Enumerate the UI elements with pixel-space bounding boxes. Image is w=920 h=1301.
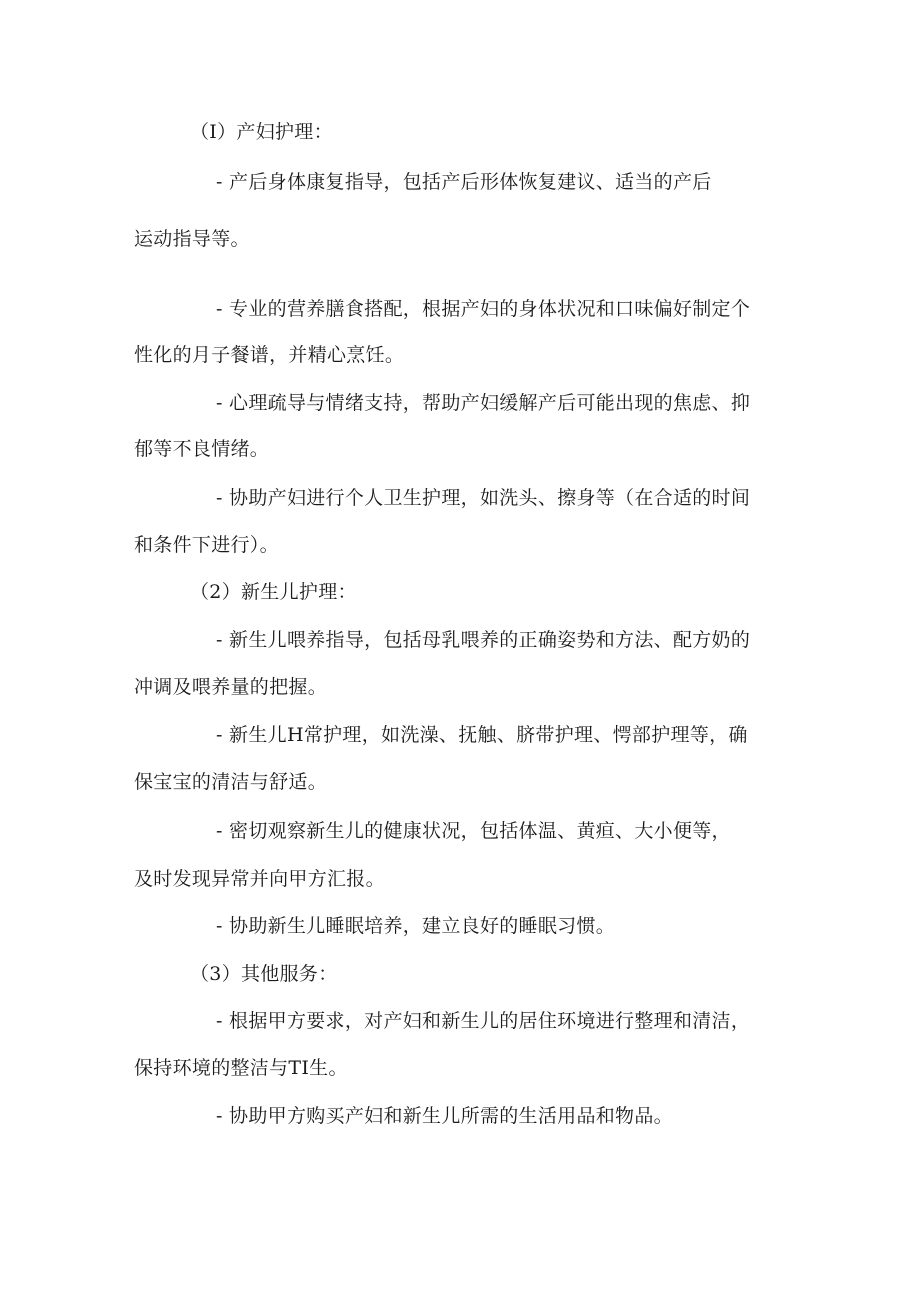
list-item-line: - 协助产妇进行个人卫生护理，如洗头、擦身等（在合适的时间 bbox=[216, 487, 751, 509]
list-item-continuation: 运动指导等。 bbox=[134, 228, 250, 250]
list-item-continuation: 及时发现异常并向甲方汇报。 bbox=[134, 868, 385, 890]
list-item-line: - 密切观察新生儿的健康状况，包括体温、黄疸、大小便等， bbox=[216, 820, 731, 842]
list-item-line: - 专业的营养膳食搭配，根据产妇的身体状况和口味偏好制定个 bbox=[216, 298, 751, 320]
list-item-continuation: 保宝宝的清洁与舒适。 bbox=[134, 771, 328, 793]
list-item-line: - 新生儿H常护理，如洗澡、抚触、脐带护理、愕部护理等，确 bbox=[216, 724, 748, 746]
list-item-line: - 协助甲方购买产妇和新生儿所需的生活用品和物品。 bbox=[216, 1105, 673, 1127]
list-item-line: - 新生儿喂养指导，包括母乳喂养的正确姿势和方法、配方奶的 bbox=[216, 629, 751, 651]
list-item-continuation: 郁等不良情绪。 bbox=[134, 438, 270, 460]
list-item-continuation: 性化的月子餐谱，并精心烹饪。 bbox=[134, 344, 405, 366]
section-heading-maternal-care: （I）产妇护理： bbox=[190, 121, 333, 143]
list-item-line: - 心理疏导与情绪支持，帮助产妇缓解产后可能出现的焦虑、抑 bbox=[216, 392, 751, 414]
list-item-continuation: 和条件下进行）。 bbox=[134, 534, 279, 556]
section-heading-other-services: （3）其他服务： bbox=[190, 963, 338, 985]
section-heading-newborn-care: （2）新生儿护理： bbox=[190, 581, 357, 603]
list-item-continuation: 保持环境的整洁与TI生。 bbox=[134, 1057, 348, 1079]
list-item-line: - 根据甲方要求，对产妇和新生儿的居住环境进行整理和清洁， bbox=[216, 1010, 751, 1032]
list-item-continuation: 冲调及喂养量的把握。 bbox=[134, 676, 328, 698]
list-item-line: - 协助新生儿睡眠培养，建立良好的睡眠习惯。 bbox=[216, 915, 616, 937]
list-item-line: - 产后身体康复指导，包括产后形体恢复建议、适当的产后 bbox=[216, 171, 712, 193]
